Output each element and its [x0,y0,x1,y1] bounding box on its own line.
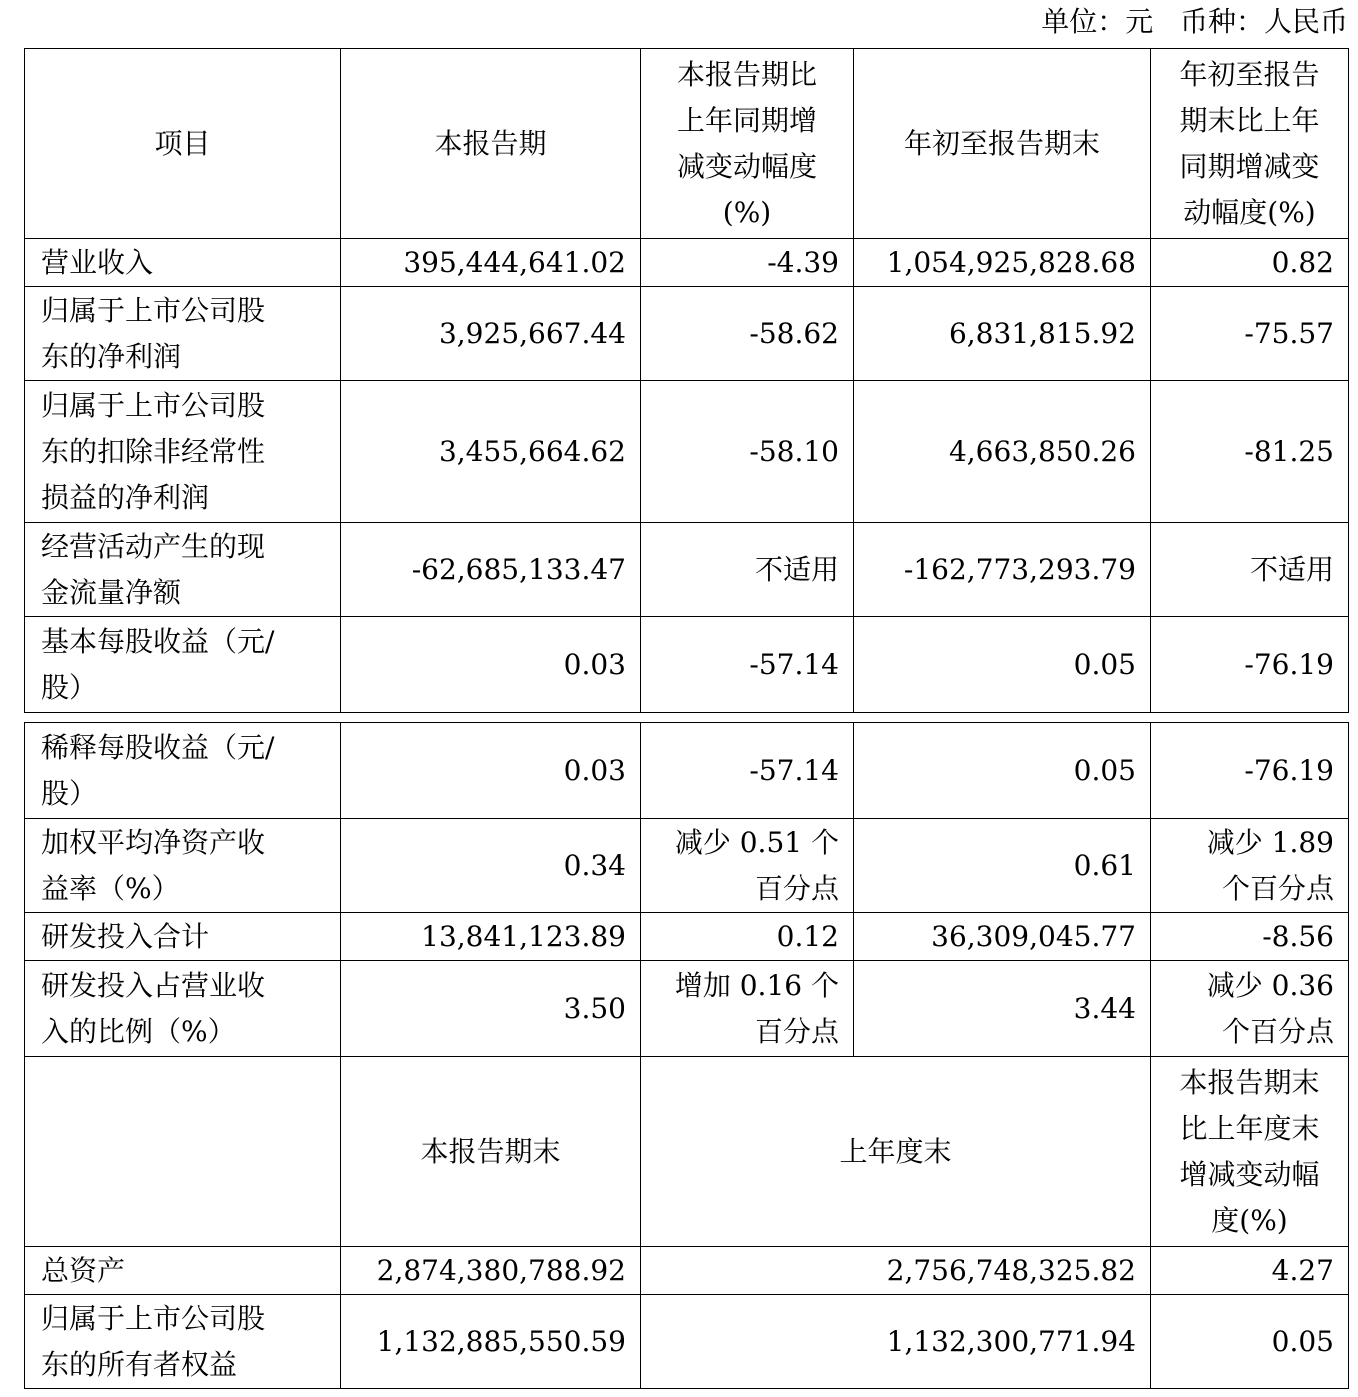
row-item: 基本每股收益（元/ 股） [25,617,341,713]
row-balance-change: 0.05 [1151,1295,1349,1389]
row-ytd: 1,054,925,828.68 [854,239,1151,287]
row-item: 研发投入合计 [25,913,341,961]
row-balance-change: 4.27 [1151,1247,1349,1295]
row-current: 3,455,664.62 [341,381,641,523]
unit-currency-note: 单位：元 币种：人民币 [1041,5,1348,38]
row-item: 稀释每股收益（元/ 股） [25,723,341,819]
row-ytd-change: -75.57 [1151,287,1349,381]
row-item: 营业收入 [25,239,341,287]
row-ytd: 3.44 [854,961,1151,1057]
financial-table-main [24,48,1349,713]
header-balance-change: 本报告期末 比上年度末 增减变动幅 度(%) [1151,1057,1349,1247]
table-row [25,819,1349,913]
row-current: -62,685,133.47 [341,523,641,617]
row-current: 0.03 [341,617,641,713]
row-ytd: 0.05 [854,723,1151,819]
row-current-change: 不适用 [641,523,854,617]
balance-header-row [25,1057,1349,1247]
row-ytd: 0.05 [854,617,1151,713]
header-blank [25,1057,341,1247]
row-ytd-change: 减少 0.36 个百分点 [1151,961,1349,1057]
row-ytd-change: -76.19 [1151,723,1349,819]
row-ytd: -162,773,293.79 [854,523,1151,617]
row-current: 13,841,123.89 [341,913,641,961]
header-current-period: 本报告期 [341,49,641,239]
row-ytd-change: -81.25 [1151,381,1349,523]
row-current-change: 0.12 [641,913,854,961]
financial-table-continued [24,722,1349,1389]
row-ytd-change: -76.19 [1151,617,1349,713]
row-ytd: 6,831,815.92 [854,287,1151,381]
row-item: 归属于上市公司股 东的所有者权益 [25,1295,341,1389]
row-ytd: 0.61 [854,819,1151,913]
header-item: 项目 [25,49,341,239]
row-ytd-change: -8.56 [1151,913,1349,961]
row-item: 经营活动产生的现 金流量净额 [25,523,341,617]
table-row [25,1247,1349,1295]
row-item: 总资产 [25,1247,341,1295]
table-row [25,287,1349,381]
row-ytd-change: 减少 1.89 个百分点 [1151,819,1349,913]
row-period-end: 2,874,380,788.92 [341,1247,641,1295]
header-prior-year-end: 上年度末 [641,1057,1151,1247]
row-current-change: -58.10 [641,381,854,523]
row-current: 3,925,667.44 [341,287,641,381]
row-current: 3.50 [341,961,641,1057]
table-row [25,523,1349,617]
row-current-change: -57.14 [641,617,854,713]
row-item: 研发投入占营业收 入的比例（%） [25,961,341,1057]
row-current: 395,444,641.02 [341,239,641,287]
row-current: 0.34 [341,819,641,913]
table-row [25,381,1349,523]
row-ytd: 4,663,850.26 [854,381,1151,523]
table-row [25,913,1349,961]
table-row [25,1295,1349,1389]
header-period-end: 本报告期末 [341,1057,641,1247]
row-prior-year-end: 2,756,748,325.82 [641,1247,1151,1295]
row-ytd-change: 不适用 [1151,523,1349,617]
header-ytd: 年初至报告期末 [854,49,1151,239]
row-prior-year-end: 1,132,300,771.94 [641,1295,1151,1389]
row-current-change: 增加 0.16 个 百分点 [641,961,854,1057]
header-ytd-change: 年初至报告 期末比上年 同期增减变 动幅度(%) [1151,49,1349,239]
row-current-change: -58.62 [641,287,854,381]
table-row [25,617,1349,713]
header-current-change: 本报告期比 上年同期增 减变动幅度 (%) [641,49,854,239]
row-item: 加权平均净资产收 益率（%） [25,819,341,913]
row-current-change: -57.14 [641,723,854,819]
row-item: 归属于上市公司股 东的净利润 [25,287,341,381]
row-item: 归属于上市公司股 东的扣除非经常性 损益的净利润 [25,381,341,523]
row-current-change: -4.39 [641,239,854,287]
row-period-end: 1,132,885,550.59 [341,1295,641,1389]
row-current: 0.03 [341,723,641,819]
table-row [25,723,1349,819]
row-ytd: 36,309,045.77 [854,913,1151,961]
table-header-row [25,49,1349,239]
table-row [25,961,1349,1057]
table-row [25,239,1349,287]
row-ytd-change: 0.82 [1151,239,1349,287]
row-current-change: 减少 0.51 个 百分点 [641,819,854,913]
